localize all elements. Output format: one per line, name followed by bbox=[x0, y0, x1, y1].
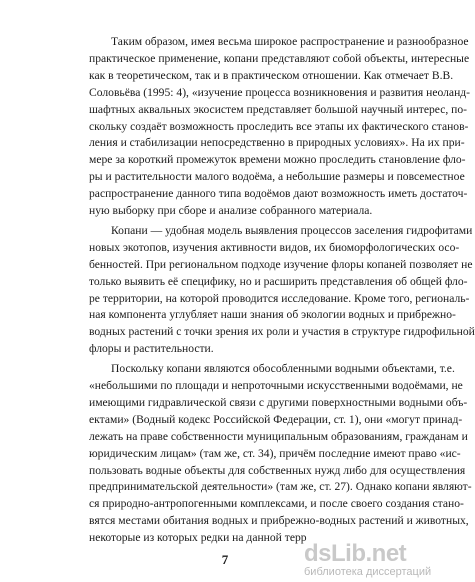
paragraph-1-line-5: шафтных аквальных экосистем представляет большой научный интерес, по- bbox=[89, 102, 468, 116]
paragraph-2-line-7: водных растений с точки зрения их роли и участия в структуре гидрофильной bbox=[89, 325, 475, 339]
paragraph-1-line-10: распространение данного типа водоёмов дают возможность иметь достаточ- bbox=[89, 187, 468, 201]
watermark-caption: библиотека диссертаций bbox=[304, 566, 432, 578]
paragraph-3-line-7: пользовать водные объекты для собственных нужд либо для осуществления bbox=[89, 463, 466, 477]
paragraph-1-line-11: ную выборку при сборе и анализе собранного материала. bbox=[89, 204, 373, 217]
paragraph-1-line-1: Таким образом, имея весьма широкое распространение и разнообразное bbox=[111, 35, 469, 48]
paragraph-2-line-6: ная компонента углубляет наши знания об экологии водных и прибрежно- bbox=[89, 308, 456, 322]
paragraph-3-line-3: имеющими гидравлической связи с другими поверхностными водными объ- bbox=[89, 395, 468, 409]
paragraph-1-line-8: мере за короткий промежуток времени можно проследить становление фло- bbox=[89, 153, 466, 167]
paragraph-3-line-10: вятся местами обитания водных и прибрежно-водных растений и животных, bbox=[89, 514, 469, 528]
paragraph-2-line-3: бенностей. При региональном подходе изучение флоры копаней позволяет не bbox=[89, 257, 473, 271]
paragraph-3-line-8: предпринимательской деятельности» (там же, ст. 27). Однако копани являют- bbox=[89, 480, 472, 494]
paragraph-3-line-4: ектами» (Водный кодекс Российской Федерации, ст. 1), они «могут принад- bbox=[89, 412, 463, 426]
paragraph-3-line-6: юридическим лицам» (там же, ст. 34), причём последние имеют право «ис- bbox=[89, 446, 461, 460]
paragraph-2-line-4: только выявить её специфику, но и расширить представления об общей фло- bbox=[89, 274, 468, 288]
paragraph-3-line-9: ся природно-антропогенными комплексами, и после своего создания стано- bbox=[89, 497, 464, 511]
paragraph-1-line-6: скольку создаёт возможность проследить все этапы их фактического станов- bbox=[89, 119, 469, 133]
paragraph-1-line-4: Соловьёва (1995: 4), «изучение процесса возникновения и развития неоланд- bbox=[89, 85, 471, 99]
watermark-logo: dsLib.net bbox=[304, 540, 407, 567]
paragraph-2-line-5: ре территории, на которой проводится исследование. Кроме того, региональ- bbox=[89, 291, 470, 305]
paragraph-1-line-3: как в теоретическом, так и в практическом отношении. Как отмечает В.В. bbox=[89, 68, 454, 82]
paragraph-2-line-2: новых экотопов, изучения активности видов, их биоморфологических осо- bbox=[89, 240, 460, 254]
watermark bbox=[304, 540, 450, 582]
paragraph-1-line-9: ры и растительности малого водоёма, а небольшие размеры и повсеместное bbox=[89, 170, 465, 184]
paragraph-2-line-8: флоры и растительности. bbox=[89, 342, 214, 356]
paragraph-3-line-11: некоторые из которых редки на данной терр bbox=[89, 531, 307, 545]
paragraph-1-line-7: ления и стабилизации непосредственно в природных условиях». На их при- bbox=[89, 136, 465, 150]
paragraph-3-line-1: Поскольку копани являются обособленными водными объектами, т.е. bbox=[111, 362, 455, 376]
paragraph-3-line-5: лежать на праве собственности муниципальным образованиям, гражданам и bbox=[89, 429, 468, 443]
paragraph-3-line-2: «небольшими по площади и непроточными искусственными водоёмами, не bbox=[89, 379, 463, 392]
paragraph-2-line-1: Копани — удобная модель выявления процессов заселения гидрофитами bbox=[111, 223, 473, 237]
page-number: 7 bbox=[221, 552, 229, 568]
paragraph-1-line-2: практическое применение, копани представляют собой объекты, интересные bbox=[89, 51, 470, 65]
